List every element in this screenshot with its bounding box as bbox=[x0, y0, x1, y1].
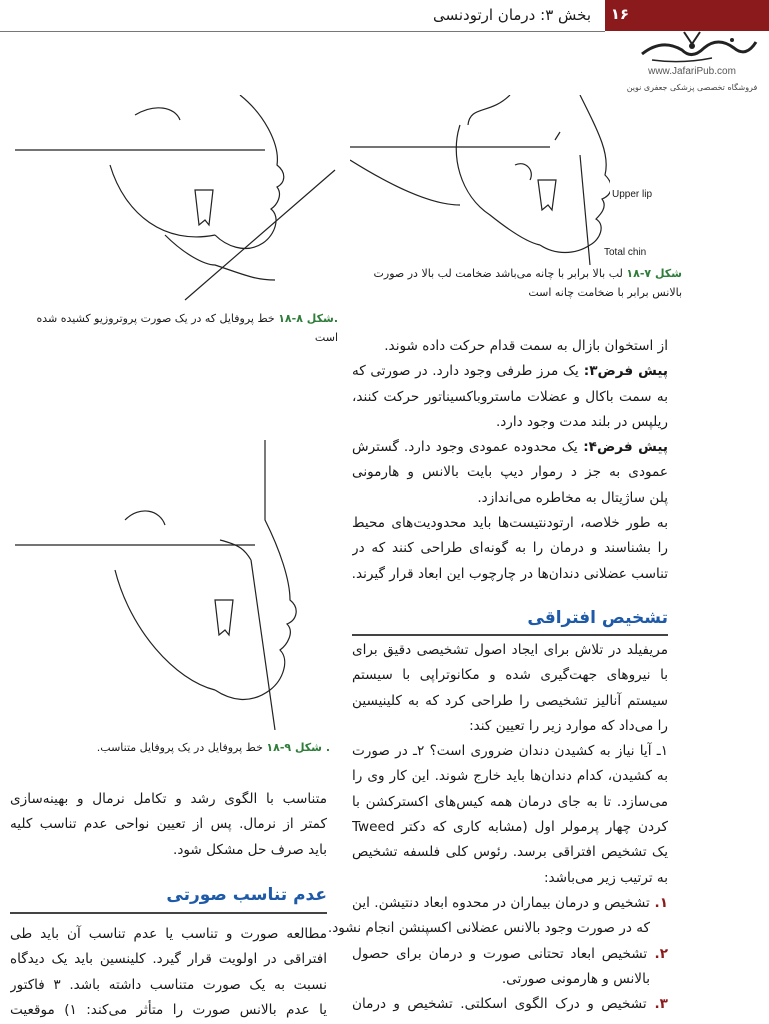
line-text: کمتر از نرمال. پس از تعیین نواحی عدم تناسب کلیه bbox=[10, 816, 327, 833]
text-line bbox=[352, 663, 668, 688]
line-text: یک مرز طرفی وجود دارد. در صورتی که bbox=[352, 363, 579, 380]
caption-text: خط پروفایل که در یک صورت پروتروزیو کشیده شده است bbox=[36, 312, 338, 344]
text-line bbox=[352, 967, 668, 992]
logo-subtitle: فروشگاه تخصصی پزشکی جعفری نوین bbox=[626, 83, 758, 92]
text-line bbox=[352, 359, 668, 384]
bold-lead: پیش فرض۳: bbox=[578, 363, 668, 380]
list-number: ۳. bbox=[646, 996, 668, 1013]
line-text: به طور خلاصه، ارتودنتیست‌ها باید محدودیت‌های محیط bbox=[352, 515, 668, 532]
text-line bbox=[352, 511, 668, 536]
text-line bbox=[352, 942, 668, 967]
heading-differential-diagnosis: تشخیص افتراقی bbox=[527, 608, 668, 628]
left-column-text-b bbox=[10, 922, 327, 1023]
text-line bbox=[352, 866, 668, 891]
text-line bbox=[10, 998, 327, 1023]
chapter-title: بخش ۳: درمان ارتودنسی bbox=[432, 6, 591, 24]
text-line bbox=[352, 992, 668, 1017]
line-text: یک تشخیص افتراقی برسد. رئوس کلی فلسفه تشخیص bbox=[352, 844, 668, 861]
line-text: متناسب با الگوی رشد و تکامل نرمال و بهینه‌سازی bbox=[10, 791, 327, 807]
line-text: ۱ـ آیا نیاز به کشیدن دندان ضروری است؟ ۲ـ در صورت bbox=[352, 743, 668, 760]
text-line bbox=[352, 790, 668, 815]
caption-text: لب بالا برابر با چانه می‌باشد ضخامت لب بالا در صورت بالانس برابر با ضخامت چانه است bbox=[373, 267, 682, 299]
page-number-box bbox=[605, 0, 769, 31]
left-column-text-a bbox=[10, 787, 327, 863]
text-line bbox=[352, 334, 668, 359]
line-text: ریلپس در بلند مدت وجود دارد. bbox=[495, 413, 668, 430]
text-line bbox=[10, 973, 327, 998]
line-text: بالانس و هارمونی صورتی. bbox=[501, 970, 650, 987]
text-line bbox=[10, 947, 327, 972]
text-line bbox=[352, 638, 668, 663]
line-text: کردن چهار پرمولر اول (مشابه کاری که دکتر Tweed bbox=[352, 819, 668, 836]
line-text: را می‌داد که موارد زیر را تعیین کند: bbox=[469, 717, 668, 734]
figure-7-profile-drawing bbox=[350, 95, 610, 265]
line-text: تناسب عضلانی دندان‌ها در چارچوب این ابعاد قرار گیرند. bbox=[351, 565, 668, 582]
text-line bbox=[352, 815, 668, 840]
line-text: عمودی به جز د رموار دیپ بایت بالانس و هارمونی bbox=[352, 464, 668, 481]
header-rule bbox=[0, 31, 605, 32]
line-text: یا عدم بالانس صورت را متأثر می‌کند: ۱) موقعیت bbox=[10, 1001, 327, 1018]
line-text: پلن ساژیتال به مخاطره می‌اندازد. bbox=[477, 489, 668, 506]
figure-8-caption bbox=[20, 309, 338, 347]
line-text: افتراقی در اولویت قرار گیرد. کلینسین باید یک دیدگاه bbox=[10, 951, 327, 968]
text-line bbox=[10, 787, 327, 812]
logo-url: www.JafariPub.com bbox=[648, 66, 736, 77]
text-line bbox=[10, 922, 327, 947]
figure-9-profile-drawing bbox=[15, 440, 335, 730]
figure-7-caption bbox=[352, 264, 682, 302]
text-line bbox=[10, 812, 327, 837]
bold-lead: پیش فرض۴: bbox=[577, 439, 668, 456]
text-line bbox=[352, 714, 668, 739]
line-text: می‌سازد. تا به جای درمان همه کیس‌های اکسترکشن با bbox=[352, 793, 668, 810]
text-line bbox=[352, 385, 668, 410]
line-text: یک محدوده عمودی وجود دارد. گسترش bbox=[352, 439, 578, 456]
label-total-chin: Total chin bbox=[604, 247, 647, 258]
figure-number: . شکل ۹-۱۸ bbox=[266, 741, 330, 754]
line-text: تشخیص و درک الگوی اسکلتی. تشخیص و درمان bbox=[352, 996, 647, 1013]
publisher-logo bbox=[622, 30, 762, 100]
text-line bbox=[352, 460, 668, 485]
line-text: سیستم آنالیز تشخیصی را طراحی کرد که به کلینیسین bbox=[352, 692, 668, 709]
text-line bbox=[352, 562, 668, 587]
text-line bbox=[352, 486, 668, 511]
text-line bbox=[352, 536, 668, 561]
line-text: به کشیدن، کدام دندان‌ها باید خارج شوند. این کار وی را bbox=[352, 768, 668, 785]
list-number: ۱. bbox=[649, 894, 668, 911]
text-line bbox=[352, 689, 668, 714]
text-line bbox=[352, 410, 668, 435]
right-column-text-b bbox=[327, 638, 668, 1017]
line-text: تشخیص ابعاد تحتانی صورت و درمان برای حصول bbox=[352, 945, 648, 962]
heading-facial-imbalance: عدم تناسب صورتی bbox=[166, 885, 327, 905]
calligraphy-logo-icon bbox=[622, 30, 762, 66]
line-text: به ترتیب زیر می‌باشد: bbox=[543, 869, 668, 886]
text-line bbox=[10, 838, 327, 863]
figure-number: شکل ۷-۱۸ bbox=[626, 267, 682, 280]
page-number: ۱۶ bbox=[610, 5, 629, 23]
figure-number: .شکل ۸-۱۸ bbox=[278, 312, 338, 325]
line-text: نسبت به یک صورت متناسب داشته باشد. ۳ فاکتور bbox=[10, 976, 327, 993]
line-text: که در صورت وجود بالانس عضلانی اکسپنشن انجام نشود. bbox=[327, 920, 650, 937]
text-line bbox=[352, 739, 668, 764]
line-text: را بشناسند و درمان را به گونه‌ای طراحی کنند که در bbox=[352, 540, 668, 557]
heading-rule bbox=[352, 634, 668, 636]
text-line bbox=[352, 435, 668, 460]
right-column-text-a bbox=[352, 334, 668, 587]
text-line bbox=[352, 840, 668, 865]
figure-8-profile-drawing bbox=[15, 95, 340, 305]
line-text: مطالعه صورت و تناسب یا عدم تناسب آن باید طی bbox=[10, 926, 327, 942]
list-number: ۲. bbox=[647, 945, 668, 962]
text-line bbox=[352, 764, 668, 789]
line-text: باید صرف حل مشکل شود. bbox=[173, 841, 327, 858]
line-text: مریفیلد در تلاش برای ایجاد اصول تشخیصی دقیق برای bbox=[352, 642, 668, 658]
line-text: از استخوان بازال به سمت قدام حرکت داده شوند. bbox=[384, 338, 668, 354]
label-upper-lip: Upper lip bbox=[612, 189, 653, 200]
figure-9-caption bbox=[20, 738, 330, 757]
caption-text: خط پروفایل در یک پروفایل متناسب. bbox=[96, 741, 267, 754]
heading-rule bbox=[10, 912, 327, 914]
line-text: تشخیص و درمان بیماران در محدوه ابعاد دنتیشن. این bbox=[352, 894, 650, 911]
line-text: به سمت باکال و عضلات ماستروباکسیناتور حرکت کنند، bbox=[352, 388, 668, 405]
text-line bbox=[327, 916, 668, 941]
text-line bbox=[352, 891, 668, 916]
line-text: با نیروهای جهت‌گیری شده و مکانوتراپی با سیستم bbox=[352, 667, 668, 684]
